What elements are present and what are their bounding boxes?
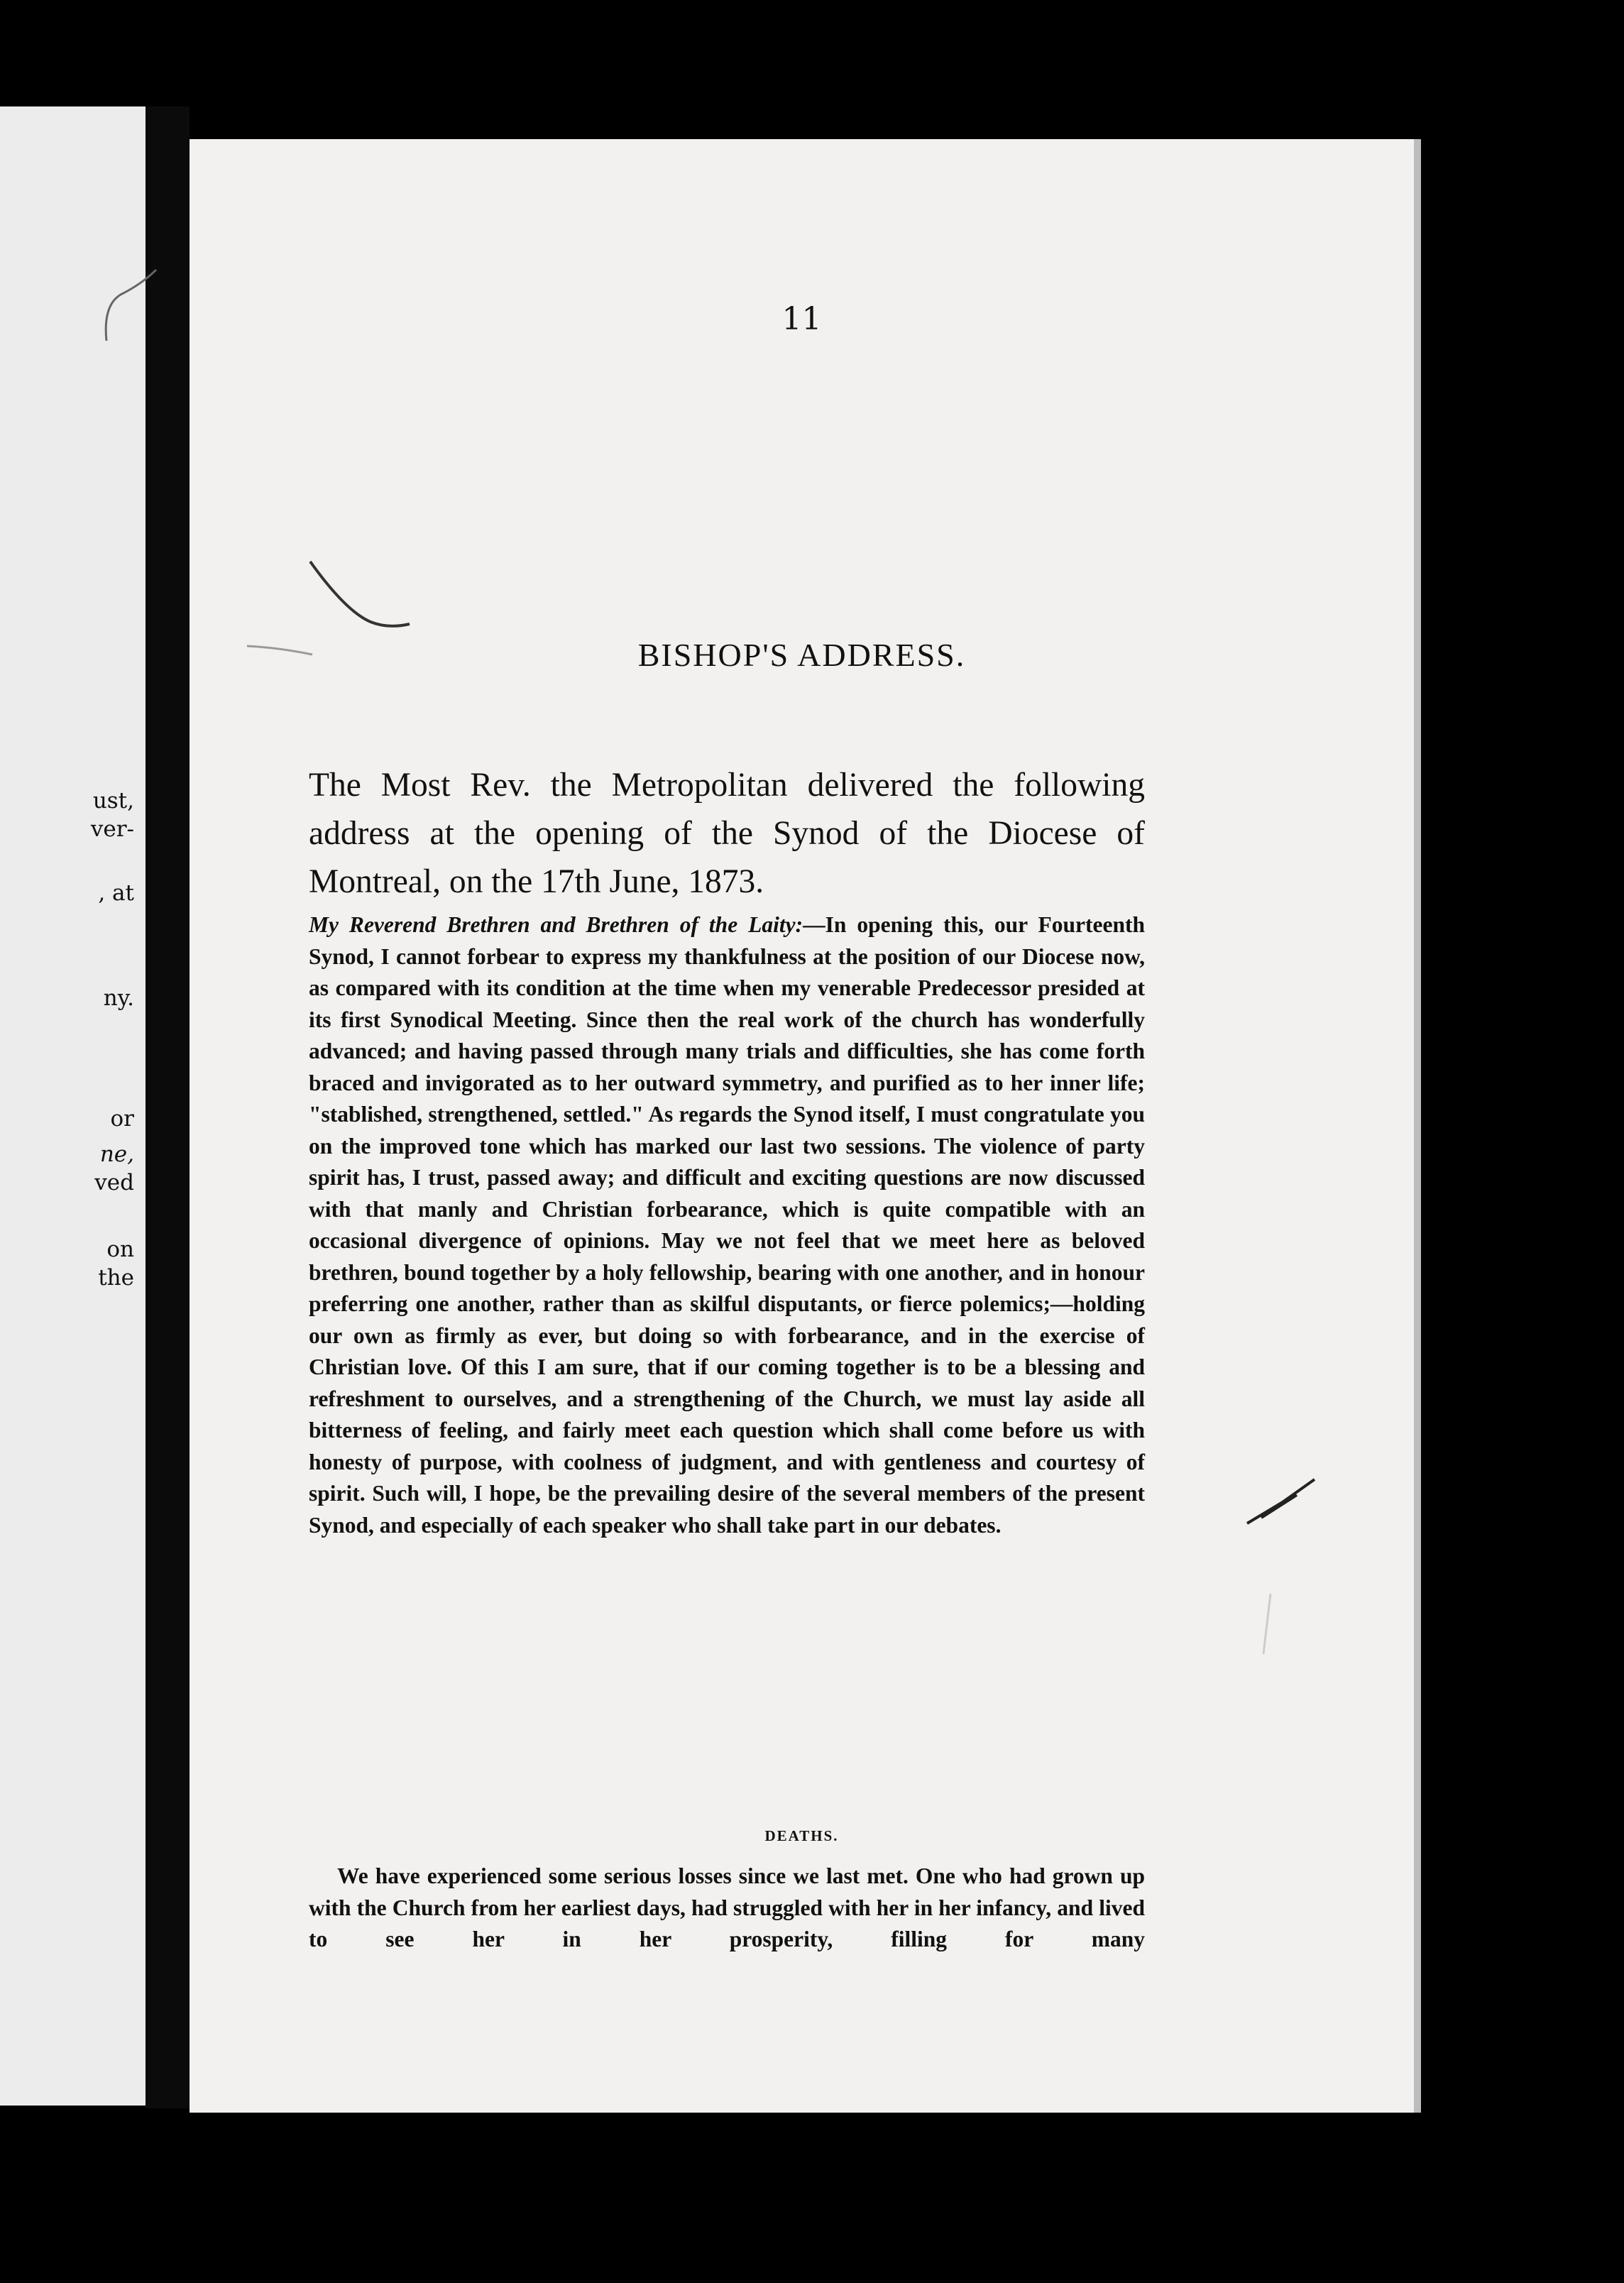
left-page-fragment: or: [110, 1106, 134, 1132]
page-number: 11: [781, 301, 822, 337]
page-edge: [1414, 139, 1421, 2113]
pen-stroke-mark: [303, 554, 431, 640]
document-page: [190, 139, 1414, 2113]
salutation: My Reverend Brethren and Brethren of the Laity:: [309, 912, 803, 937]
document-title: BISHOP'S ADDRESS.: [637, 637, 966, 673]
stray-mark: [241, 625, 319, 667]
left-page-fragment: ny.: [103, 985, 134, 1011]
left-page-fragment: ver-: [90, 816, 134, 842]
address-paragraph: [309, 909, 1145, 1541]
left-page-fragment: , at: [98, 880, 134, 906]
left-page-fragment: on: [106, 1237, 134, 1262]
left-page-fragment: ne,: [99, 1142, 134, 1167]
left-facing-page: [0, 106, 146, 2106]
deaths-paragraph: We have experienced some serious losses since we last met. One who had grown up with the Church from her earliest days, had struggled with her in her infancy, and lived to see her in her prosperity, filling for many: [309, 1863, 1145, 1951]
intro-paragraph: The Most Rev. the Metropolitan delivered the following address at the opening of the Synod of the Diocese of Montreal, on the 17th June, 1873.: [309, 767, 1145, 900]
address-body: —In opening this, our Fourteenth Synod, I cannot forbear to express my thankfulness at the position of our Diocese now, as compared with its condition at the time when my venerable Predecessor presided at its first Synodical Meeting. Since then the real work of the church has wonderfully advanced; and having passed through many trials and difficulties, she has come forth braced and invigorated as to her outward symmetry, and purified as to her inner life; "stablished, strengthened, settled." As regards the Synod itself, I must congratulate you on the improved tone which has marked our last two sessions. The violence of party spirit has, I trust, passed away; and difficult and exciting questions are now discussed with that manly and Christian forbearance, which is quite compatible with an occasional divergence of opinions. May we not feel that we meet here as beloved brethren, bound together by a holy fellowship, bearing with one another, and in honour preferring one another, rather than as skilful disputants, or fierce polemics;—holding our own as firmly as ever, but doing so with forbearance, and in the exercise of Christian love. Of this I am sure, that if our coming together is to be a blessing and refreshment to ourselves, and a strengthening of the Church, we must lay aside all bitterness of feeling, and fairly meet each question which shall come before us with honesty of purpose, with coolness of judgment, and with gentleness and courtesy of spirit. Such will, I hope, be the prevailing desire of the several members of the present Synod, and especially of each speaker who shall take part in our debates.: [309, 912, 1145, 1538]
stray-mark: [1249, 1590, 1292, 1675]
left-page-fragment: the: [98, 1265, 134, 1291]
left-page-fragment: ved: [94, 1170, 134, 1195]
ink-scribble-mark: [1240, 1474, 1325, 1538]
left-page-fragment: ust,: [92, 788, 134, 814]
section-heading-deaths: DEATHS.: [764, 1827, 839, 1844]
book-gutter: [146, 106, 190, 2108]
stray-mark: [92, 263, 170, 348]
